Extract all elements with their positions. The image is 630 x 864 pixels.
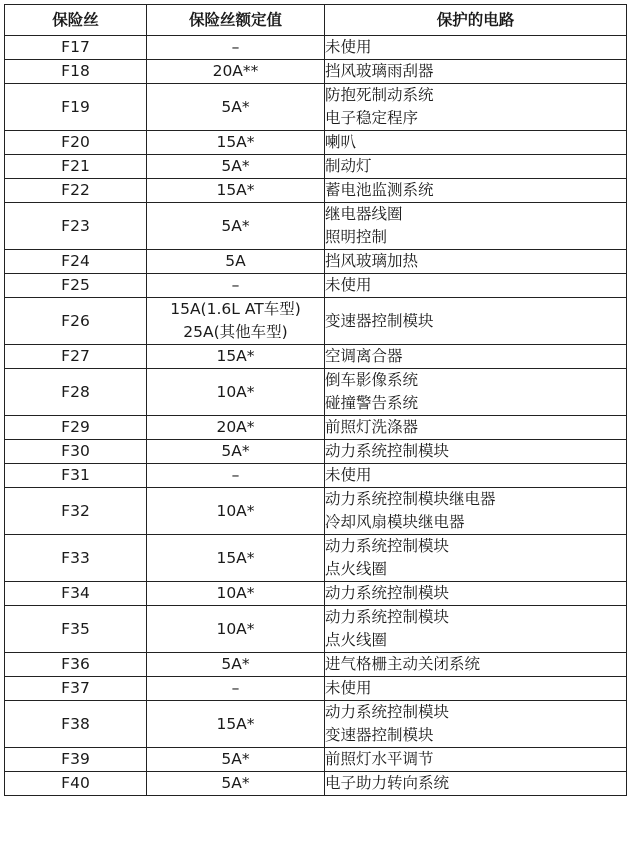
fuse-rating-line: 25A(其他车型)	[183, 323, 288, 341]
protected-circuit-line: 前照灯洗涤器	[325, 418, 419, 436]
fuse-table	[4, 4, 627, 796]
fuse-rating-cell	[147, 345, 325, 369]
fuse-rating-line: 15A*	[216, 714, 255, 733]
fuse-rating-cell	[147, 606, 325, 653]
fuse-id-cell: F19	[5, 84, 147, 131]
table-row	[5, 203, 627, 250]
header-rating: 保险丝额定值	[147, 5, 325, 36]
fuse-id-cell: F30	[5, 440, 147, 464]
fuse-rating-line: 5A*	[221, 774, 250, 792]
fuse-rating-cell	[147, 772, 325, 796]
table-row	[5, 701, 627, 748]
fuse-rating-line: 20A*	[216, 418, 255, 436]
table-body	[5, 36, 627, 796]
table-row	[5, 677, 627, 701]
protected-circuit-line: 空调离合器	[325, 347, 403, 365]
fuse-rating-cell	[147, 677, 325, 701]
fuse-rating-cell	[147, 369, 325, 416]
protected-circuit-line: 照明控制	[325, 228, 388, 246]
fuse-id-cell: F27	[5, 345, 147, 369]
protected-circuit-cell	[325, 488, 627, 535]
fuse-id-cell: F38	[5, 701, 147, 748]
fuse-id-cell: F21	[5, 155, 147, 179]
fuse-id-cell: F28	[5, 369, 147, 416]
table-row	[5, 606, 627, 653]
fuse-rating-cell	[147, 250, 325, 274]
protected-circuit-line: 未使用	[325, 38, 372, 56]
fuse-rating-line: 15A*	[216, 181, 255, 199]
table-row	[5, 488, 627, 535]
fuse-id-cell: F32	[5, 488, 147, 535]
fuse-rating-line: 10A*	[216, 382, 255, 401]
fuse-rating-cell	[147, 84, 325, 131]
fuse-id-cell: F34	[5, 582, 147, 606]
protected-circuit-line: 挡风玻璃加热	[325, 252, 419, 270]
protected-circuit-line: 动力系统控制模块	[325, 537, 450, 555]
fuse-rating-cell	[147, 582, 325, 606]
protected-circuit-line: 点火线圈	[325, 560, 388, 578]
protected-circuit-cell	[325, 748, 627, 772]
fuse-id-cell: F37	[5, 677, 147, 701]
fuse-rating-cell	[147, 464, 325, 488]
fuse-id-cell: F24	[5, 250, 147, 274]
table-row	[5, 416, 627, 440]
fuse-rating-line: 15A*	[216, 548, 255, 567]
fuse-rating-line: 5A*	[221, 750, 250, 768]
fuse-id-cell: F26	[5, 298, 147, 345]
protected-circuit-line: 制动灯	[325, 157, 372, 175]
header-row	[5, 5, 627, 36]
protected-circuit-cell	[325, 772, 627, 796]
fuse-id-cell: F17	[5, 36, 147, 60]
fuse-rating-line: –	[231, 466, 240, 484]
table-row	[5, 179, 627, 203]
protected-circuit-line: 冷却风扇模块继电器	[325, 513, 465, 531]
protected-circuit-cell	[325, 155, 627, 179]
table-row	[5, 250, 627, 274]
fuse-rating-line: 5A*	[221, 655, 250, 673]
fuse-rating-line: 5A*	[221, 216, 250, 235]
protected-circuit-line: 碰撞警告系统	[325, 394, 419, 412]
table-row	[5, 748, 627, 772]
table-row	[5, 535, 627, 582]
fuse-rating-line: 5A*	[221, 157, 250, 175]
fuse-rating-line: –	[231, 276, 240, 294]
protected-circuit-cell	[325, 653, 627, 677]
fuse-rating-cell	[147, 653, 325, 677]
fuse-rating-cell	[147, 416, 325, 440]
protected-circuit-line: 未使用	[325, 276, 372, 294]
protected-circuit-line: 变速器控制模块	[325, 726, 434, 744]
protected-circuit-line: 蓄电池监测系统	[325, 181, 434, 199]
protected-circuit-line: 挡风玻璃雨刮器	[325, 62, 434, 80]
table-header	[5, 5, 627, 36]
fuse-rating-cell	[147, 535, 325, 582]
fuse-id-cell: F36	[5, 653, 147, 677]
protected-circuit-cell	[325, 416, 627, 440]
fuse-rating-cell	[147, 131, 325, 155]
protected-circuit-cell	[325, 36, 627, 60]
fuse-rating-line: 5A*	[221, 97, 250, 116]
table-row	[5, 84, 627, 131]
protected-circuit-cell	[325, 606, 627, 653]
protected-circuit-cell	[325, 440, 627, 464]
fuse-id-cell: F20	[5, 131, 147, 155]
protected-circuit-cell	[325, 298, 627, 345]
protected-circuit-cell	[325, 131, 627, 155]
table-row	[5, 464, 627, 488]
protected-circuit-line: 前照灯水平调节	[325, 750, 434, 768]
fuse-rating-line: 5A	[225, 252, 246, 270]
protected-circuit-cell	[325, 369, 627, 416]
fuse-rating-cell	[147, 488, 325, 535]
fuse-id-cell: F18	[5, 60, 147, 84]
fuse-rating-cell	[147, 274, 325, 298]
fuse-id-cell: F23	[5, 203, 147, 250]
fuse-rating-line: 5A*	[221, 442, 250, 460]
protected-circuit-line: 电子稳定程序	[325, 109, 419, 127]
protected-circuit-line: 动力系统控制模块	[325, 703, 450, 721]
fuse-rating-line: –	[231, 679, 240, 697]
protected-circuit-cell	[325, 464, 627, 488]
protected-circuit-line: 点火线圈	[325, 631, 388, 649]
fuse-rating-cell	[147, 298, 325, 345]
protected-circuit-line: 进气格栅主动关闭系统	[325, 655, 481, 673]
table-row	[5, 369, 627, 416]
fuse-id-cell: F25	[5, 274, 147, 298]
protected-circuit-cell	[325, 60, 627, 84]
fuse-rating-line: 15A*	[216, 347, 255, 365]
protected-circuit-line: 变速器控制模块	[325, 311, 434, 330]
protected-circuit-cell	[325, 677, 627, 701]
fuse-id-cell: F39	[5, 748, 147, 772]
fuse-rating-cell	[147, 440, 325, 464]
protected-circuit-line: 动力系统控制模块	[325, 608, 450, 626]
protected-circuit-line: 动力系统控制模块继电器	[325, 490, 496, 508]
protected-circuit-cell	[325, 345, 627, 369]
table-row	[5, 345, 627, 369]
table-row	[5, 298, 627, 345]
fuse-id-cell: F29	[5, 416, 147, 440]
table-row	[5, 155, 627, 179]
fuse-rating-cell	[147, 60, 325, 84]
protected-circuit-line: 继电器线圈	[325, 205, 403, 223]
protected-circuit-line: 未使用	[325, 679, 372, 697]
table-row	[5, 36, 627, 60]
fuse-id-cell: F31	[5, 464, 147, 488]
fuse-rating-line: 10A*	[216, 584, 255, 602]
protected-circuit-cell	[325, 250, 627, 274]
fuse-id-cell: F40	[5, 772, 147, 796]
fuse-rating-line: 15A(1.6L AT车型)	[170, 300, 301, 318]
protected-circuit-cell	[325, 582, 627, 606]
protected-circuit-cell	[325, 274, 627, 298]
protected-circuit-line: 倒车影像系统	[325, 371, 419, 389]
protected-circuit-cell	[325, 535, 627, 582]
header-circuit: 保护的电路	[325, 5, 627, 36]
protected-circuit-cell	[325, 203, 627, 250]
protected-circuit-line: 未使用	[325, 466, 372, 484]
protected-circuit-cell	[325, 84, 627, 131]
fuse-rating-cell	[147, 203, 325, 250]
fuse-rating-cell	[147, 179, 325, 203]
protected-circuit-line: 防抱死制动系统	[325, 86, 434, 104]
fuse-id-cell: F22	[5, 179, 147, 203]
fuse-rating-cell	[147, 748, 325, 772]
protected-circuit-line: 喇叭	[325, 133, 357, 151]
fuse-rating-cell	[147, 36, 325, 60]
protected-circuit-cell	[325, 179, 627, 203]
fuse-rating-line: 10A*	[216, 501, 255, 520]
header-fuse: 保险丝	[5, 5, 147, 36]
fuse-id-cell: F35	[5, 606, 147, 653]
table-row	[5, 772, 627, 796]
protected-circuit-line: 动力系统控制模块	[325, 442, 450, 460]
fuse-rating-line: 15A*	[216, 133, 255, 151]
table-row	[5, 60, 627, 84]
table-row	[5, 653, 627, 677]
fuse-rating-line: 20A**	[212, 62, 259, 80]
table-row	[5, 274, 627, 298]
fuse-rating-line: 10A*	[216, 619, 255, 638]
fuse-rating-cell	[147, 701, 325, 748]
table-row	[5, 582, 627, 606]
table-row	[5, 131, 627, 155]
table-row	[5, 440, 627, 464]
protected-circuit-line: 动力系统控制模块	[325, 584, 450, 602]
fuse-rating-cell	[147, 155, 325, 179]
protected-circuit-line: 电子助力转向系统	[325, 774, 450, 792]
fuse-id-cell: F33	[5, 535, 147, 582]
fuse-rating-line: –	[231, 38, 240, 56]
protected-circuit-cell	[325, 701, 627, 748]
